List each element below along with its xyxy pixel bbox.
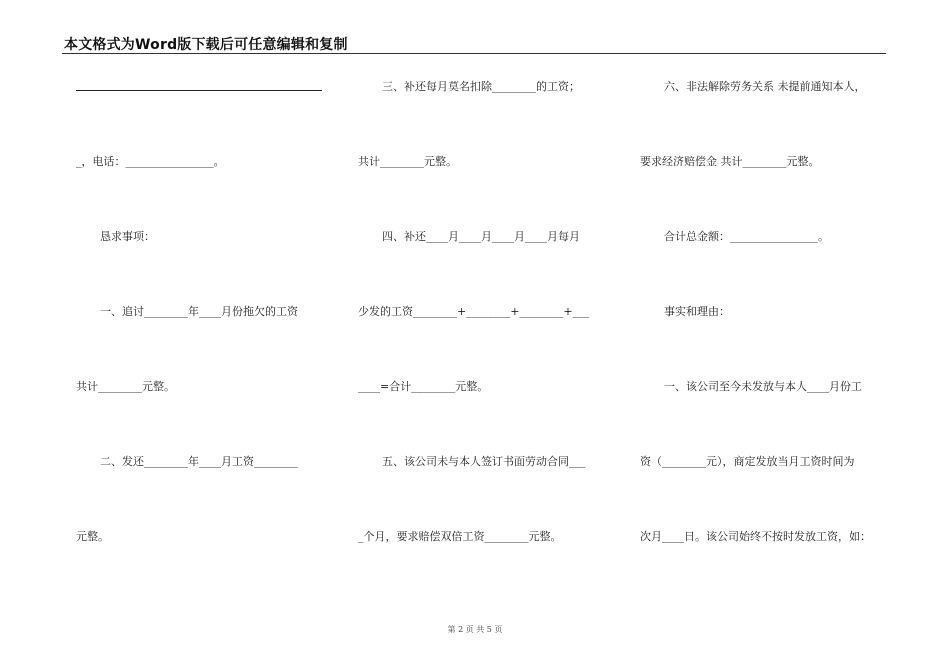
col2-line-item-5: 五、该公司未与本人签订书面劳动合同___ (382, 455, 586, 468)
col2-line-item-3: 三、补还每月莫名扣除________的工资； (382, 80, 580, 93)
col1-line-item-2: 二、发还________年____月工资________ (100, 455, 298, 468)
document-header-title: 本文格式为Word版下载后可任意编辑和复制 (64, 37, 348, 53)
col2-line-item-4-sum: 少发的工资________+________+________+___ (358, 305, 590, 318)
col2-line-item-5-end: _个月，要求赔偿双倍工资________元整。 (358, 530, 562, 543)
col3-line-item-6-total: 要求经济赔偿金 共计________元整。 (640, 155, 820, 168)
page-number-footer: 第 2 页 共 5 页 (447, 625, 503, 634)
col1-line-item-2-end: 元整。 (76, 530, 109, 543)
col1-line-item-1: 一、追讨________年____月份拖欠的工资 (100, 305, 298, 318)
col1-line-requests-heading: 恳求事项： (100, 230, 155, 243)
col1-line-phone: _，电话：________________。 (76, 155, 225, 168)
col3-line-fact-1: 一、该公司至今未发放与本人____月份工 (664, 380, 862, 393)
blank-underline (76, 90, 322, 91)
col3-line-grand-total: 合计总金额：________________。 (664, 230, 829, 243)
col3-line-fact-1-end: 次月____日。该公司始终不按时发放工资，如： (640, 530, 871, 543)
col3-line-item-6: 六、非法解除劳务关系 未提前通知本人， (664, 80, 866, 93)
header-divider (62, 53, 886, 54)
col2-line-item-3-total: 共计________元整。 (358, 155, 457, 168)
col2-line-item-4: 四、补还____月____月____月____月每月 (382, 230, 580, 243)
col1-line-item-1-total: 共计________元整。 (76, 380, 175, 393)
col2-line-item-4-total: ____=合计________元整。 (358, 380, 489, 393)
col3-line-fact-1-cont: 资（________元），商定发放当月工资时间为 (640, 455, 855, 468)
col3-line-facts-heading: 事实和理由： (664, 305, 730, 318)
